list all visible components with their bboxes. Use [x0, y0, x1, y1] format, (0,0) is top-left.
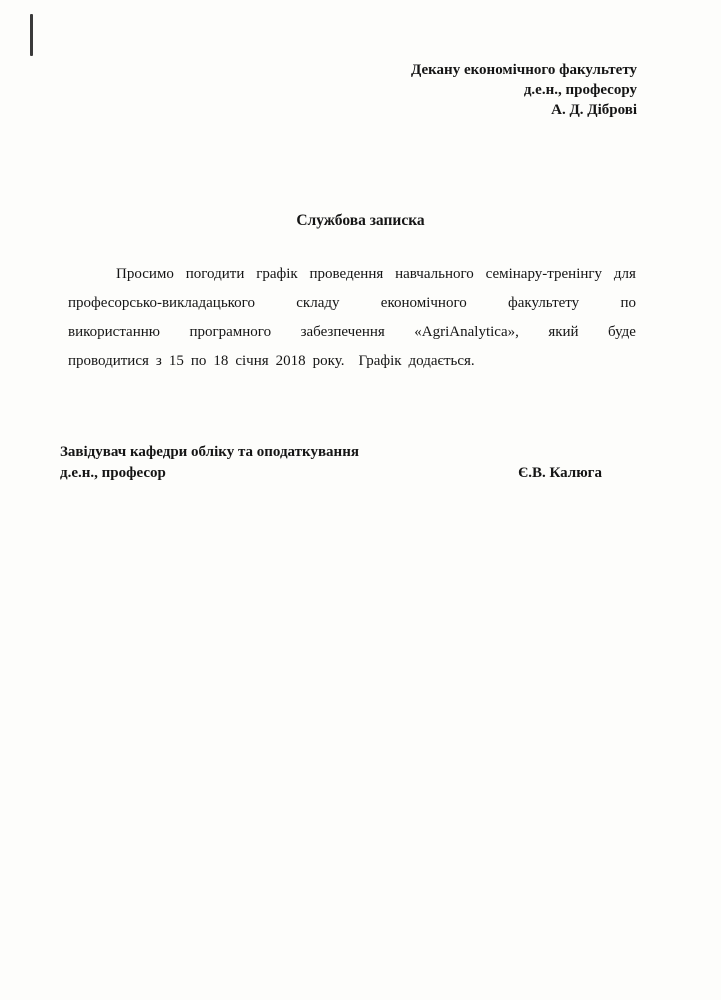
body-word: графік [256, 266, 298, 282]
body-word: використанню [68, 324, 160, 340]
signatory-position: Завідувач кафедри обліку та оподаткування [60, 444, 359, 460]
body-word: по [190, 353, 207, 369]
body-word: економічного [380, 295, 467, 311]
body-word: 18 [213, 353, 229, 369]
body-word: з [155, 353, 162, 369]
addressee-line-degree: д.е.н., професору [523, 82, 637, 98]
signature-block [60, 442, 602, 484]
body-word: програмного [189, 324, 272, 340]
body-word: «AgriAnalytica», [414, 324, 519, 340]
signatory-name: Є.В. Калюга [518, 465, 602, 481]
body-word: забезпечення [300, 324, 385, 340]
body-word: 15 [168, 353, 184, 369]
body-line-2 [68, 289, 636, 318]
signature-row [60, 463, 602, 484]
addressee-line-name: А. Д. Діброві [551, 102, 637, 118]
body-word: для [613, 266, 636, 282]
body-word: 2018 [275, 353, 306, 369]
scan-artifact-mark [30, 14, 33, 56]
body-word: січня [235, 353, 269, 369]
body-line-1 [68, 260, 636, 289]
body-word: додається. [408, 353, 475, 369]
addressee-block [411, 60, 637, 120]
body-word: складу [296, 295, 340, 311]
body-word: по [620, 295, 636, 311]
body-word: професорсько-викладацького [68, 295, 255, 311]
body-word: погодити [185, 266, 245, 282]
body-word: проводитися [68, 353, 149, 369]
body-word: семінару-тренінгу [485, 266, 603, 282]
memo-body [68, 260, 636, 376]
body-word: проведення [309, 266, 384, 282]
body-word: навчального [395, 266, 474, 282]
document-title: Службова записка [296, 212, 425, 229]
body-word: року. [312, 353, 345, 369]
body-word: Просимо [116, 266, 174, 282]
addressee-line-dean: Декану економічного факультету [410, 62, 637, 78]
body-word: буде [608, 324, 636, 340]
body-word: який [548, 324, 579, 340]
body-line-4 [68, 347, 636, 376]
signatory-degree: д.е.н., професор [60, 465, 166, 481]
body-word: факультету [508, 295, 580, 311]
body-line-3 [68, 318, 636, 347]
body-word: Графік [358, 353, 402, 369]
